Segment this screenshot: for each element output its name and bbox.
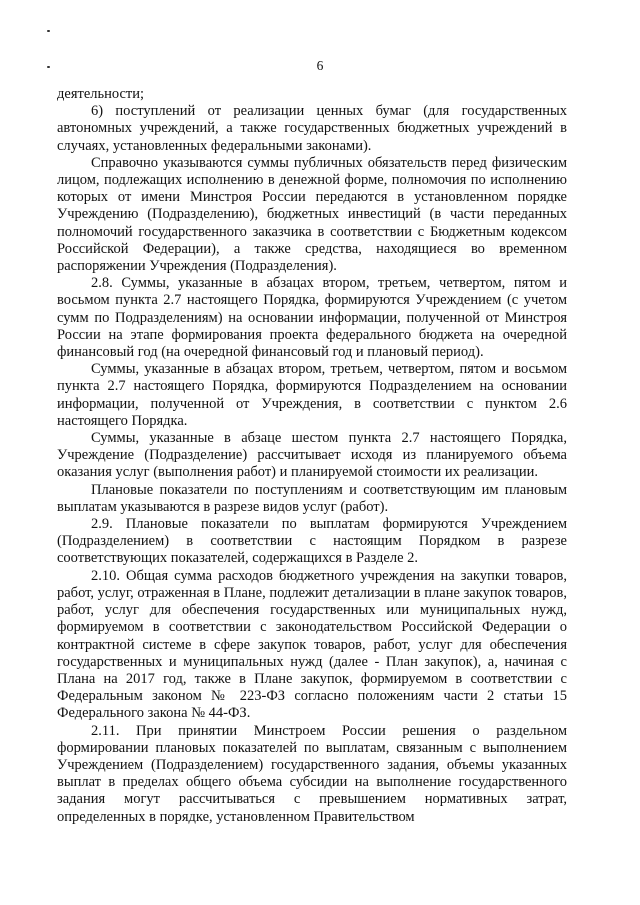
paragraph: 2.9. Плановые показатели по выплатам формируются Учреждением (Подразделением) в соответствии с настоящим Порядком в разрезе соответствующих показателей, содержащихся в Разделе 2. (57, 516, 567, 567)
paragraph: 2.8. Суммы, указанные в абзацах втором, третьем, четвертом, пятом и восьмом пункта 2.7 настоящего Порядка, формируются Учреждением (с учетом сумм по Подразделениям) на основании информации, полученной от Минстроя России на этапе формирования проекта федерального бюджета на очередной финансовый год (на очередной финансовый год и плановый период). (57, 275, 567, 361)
paragraph: Справочно указываются суммы публичных обязательств перед физическим лицом, подлежащих исполнению в денежной форме, полномочия по исполнению которых от имени Минстроя России передаются в установленном порядке Учреждению (Подразделению), бюджетных инвестиций (в части переданных полномочий государственного заказчика в соответствии с Бюджетным кодексом Российской Федерации), а также средства, находящиеся во временном распоряжении Учреждения (Подразделения). (57, 154, 567, 275)
page-number: 6 (316, 58, 324, 73)
paragraph: 6) поступлений от реализации ценных бумаг (для государственных автономных учреждений, а также государственных бюджетных учреждений в случаях, установленных федеральными законами). (57, 103, 567, 154)
paragraph: деятельности; (57, 86, 145, 102)
paragraph: 2.10. Общая сумма расходов бюджетного учреждения на закупки товаров, работ, услуг, отраженная в Плане, подлежит детализации в плане закупок товаров, работ, услуг для обеспечения государственных или муниципальных нужд, формируемом в соответствии с законодательством Российской Федерации о контрактной системе в сфере закупок товаров, работ, услуг для обеспечения государственных и муниципальных нужд (далее - План закупок), а, начиная с Плана на 2017 год, также в Плане закупок, формируемом в соответствии с Федеральным законом № 223-ФЗ согласно положениям части 2 статьи 15 Федерального закона № 44-ФЗ. (57, 567, 567, 722)
scan-mark (47, 30, 50, 32)
paragraph: Суммы, указанные в абзацах втором, третьем, четвертом, пятом и восьмом пункта 2.7 настоящего Порядка, формируются Подразделением на основании информации, полученной от Учреждения, в соответствии с пунктом 2.6 настоящего Порядка. (57, 361, 567, 429)
paragraph: Суммы, указанные в абзаце шестом пункта 2.7 настоящего Порядка, Учреждение (Подразделение) рассчитывает исходя из планируемого объема оказания услуг (выполнения работ) и планируемой стоимости их реализации. (57, 430, 567, 481)
document-body (57, 86, 567, 826)
paragraph: Плановые показатели по поступлениям и соответствующим им плановым выплатам указываются в разрезе видов услуг (работ). (57, 481, 567, 515)
paragraph: 2.11. При принятии Минстроем России решения о раздельном формировании плановых показателей по выплатам, связанным с выполнением Учреждением (Подразделением) государственного задания, объемы указанных выплат в пределах общего объема субсидии на выполнение государственного задания могут рассчитываться с превышением нормативных затрат, определенных в порядке, установленном Правительством (57, 722, 567, 825)
